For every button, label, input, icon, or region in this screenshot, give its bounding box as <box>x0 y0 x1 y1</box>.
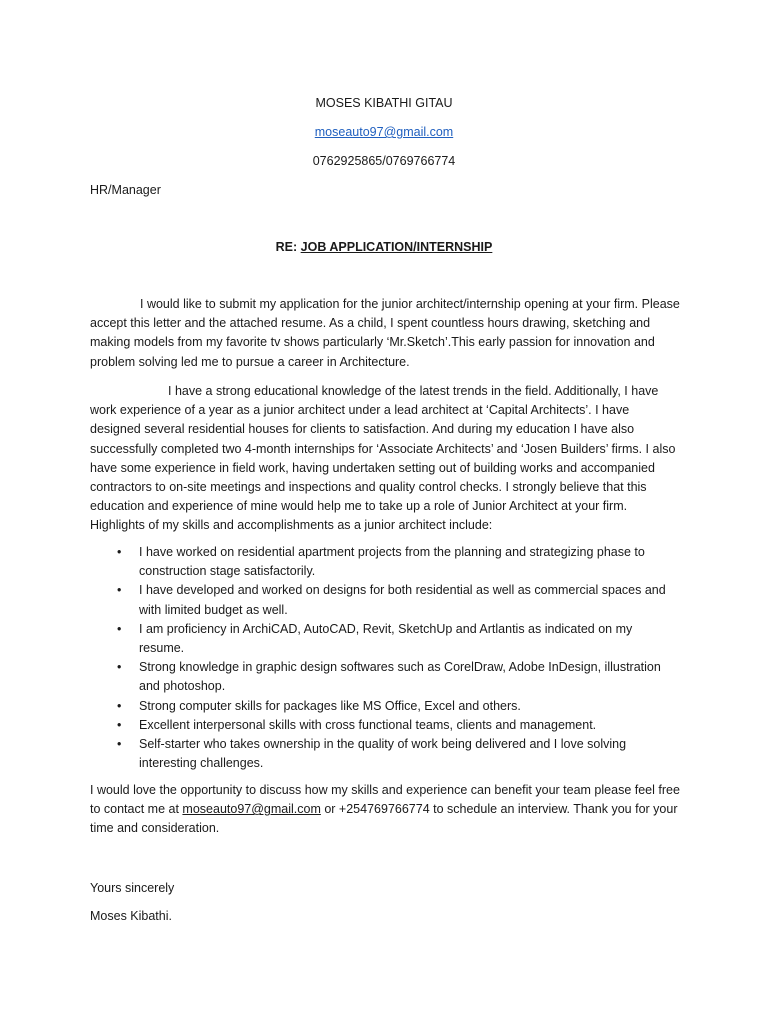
bullet-icon: • <box>117 698 122 713</box>
subject-line <box>0 238 768 256</box>
paragraph-experience: I have a strong educational knowledge of the latest trends in the field. Additionally, I have work experience of a year as a junior architect under a lead architect at ‘Capital Architects’. I have designed several residential houses for clients to satisfaction. And during my education I have also successfully completed two 4-month internships for ‘Associate Architects’ and ‘Josen Builders’ firms. I also have some experience in field work, having undertaken setting out of building works and accompanied contractors to on-site meetings and inspections and quality control checks. I strongly believe that this education and experience of mine would help me to take up a role of Junior Architect at your firm. Highlights of my skills and accomplishments as a junior architect include: <box>90 384 676 533</box>
list-item <box>90 581 680 619</box>
subject-prefix: RE: <box>275 240 298 254</box>
list-item <box>90 543 680 581</box>
list-item-text: Strong computer skills for packages like MS Office, Excel and others. <box>139 698 521 713</box>
sender-email-link[interactable]: moseauto97@gmail.com <box>314 125 454 139</box>
sender-email-line <box>0 123 768 141</box>
subject-text: JOB APPLICATION/INTERNSHIP <box>300 240 493 254</box>
closing-text-after: or +254769766774 to schedule an interview. Thank you for your time and consideration. <box>90 802 678 836</box>
bullet-icon: • <box>117 660 122 675</box>
skills-list <box>90 543 680 773</box>
list-item-text: I am proficiency in ArchiCAD, AutoCAD, Revit, SketchUp and Artlantis as indicated on my resume. <box>139 621 633 656</box>
sender-phone: 0762925865/0769766774 <box>312 154 456 168</box>
list-item-text: I have worked on residential apartment projects from the planning and strategizing phase to construction stage satisfactorily. <box>139 545 645 579</box>
closing-email-link[interactable]: moseauto97@gmail.com <box>182 802 321 817</box>
sender-name: MOSES KIBATHI GITAU <box>315 96 453 110</box>
bullet-icon: • <box>117 583 122 598</box>
paragraph-intro: I would like to submit my application for the junior architect/internship opening at your firm. Please accept this letter and the attached resume. As a child, I spent countless hours drawing, sketching and making models from my favorite tv shows particularly ‘Mr.Sketch’.This early passion for innovation and problem solving led me to pursue a career in Architecture. <box>90 297 680 369</box>
paragraph-closing <box>90 781 680 839</box>
valediction: Yours sincerely <box>90 881 175 895</box>
recipient: HR/Manager <box>90 183 161 197</box>
list-item <box>90 716 680 735</box>
list-item <box>90 620 680 658</box>
list-item-text: Excellent interpersonal skills with cross functional teams, clients and management. <box>139 717 597 732</box>
bullet-icon: • <box>117 621 122 636</box>
bullet-icon: • <box>117 545 122 559</box>
list-item <box>90 697 680 716</box>
list-item-text: I have developed and worked on designs for both residential as well as commercial spaces and with limited budget as well. <box>139 583 666 617</box>
list-item <box>90 735 680 773</box>
list-item-text: Strong knowledge in graphic design softwares such as CorelDraw, Adobe InDesign, illustration and photoshop. <box>139 660 661 694</box>
closing-text-before: I would love the opportunity to discuss how my skills and experience can benefit your team please feel free to contact me at <box>90 783 680 817</box>
bullet-icon: • <box>117 737 122 752</box>
bullet-icon: • <box>117 717 122 732</box>
signature-name: Moses Kibathi. <box>90 909 172 923</box>
list-item-text: Self-starter who takes ownership in the quality of work being delivered and I love solving interesting challenges. <box>139 737 627 771</box>
list-item <box>90 658 680 696</box>
